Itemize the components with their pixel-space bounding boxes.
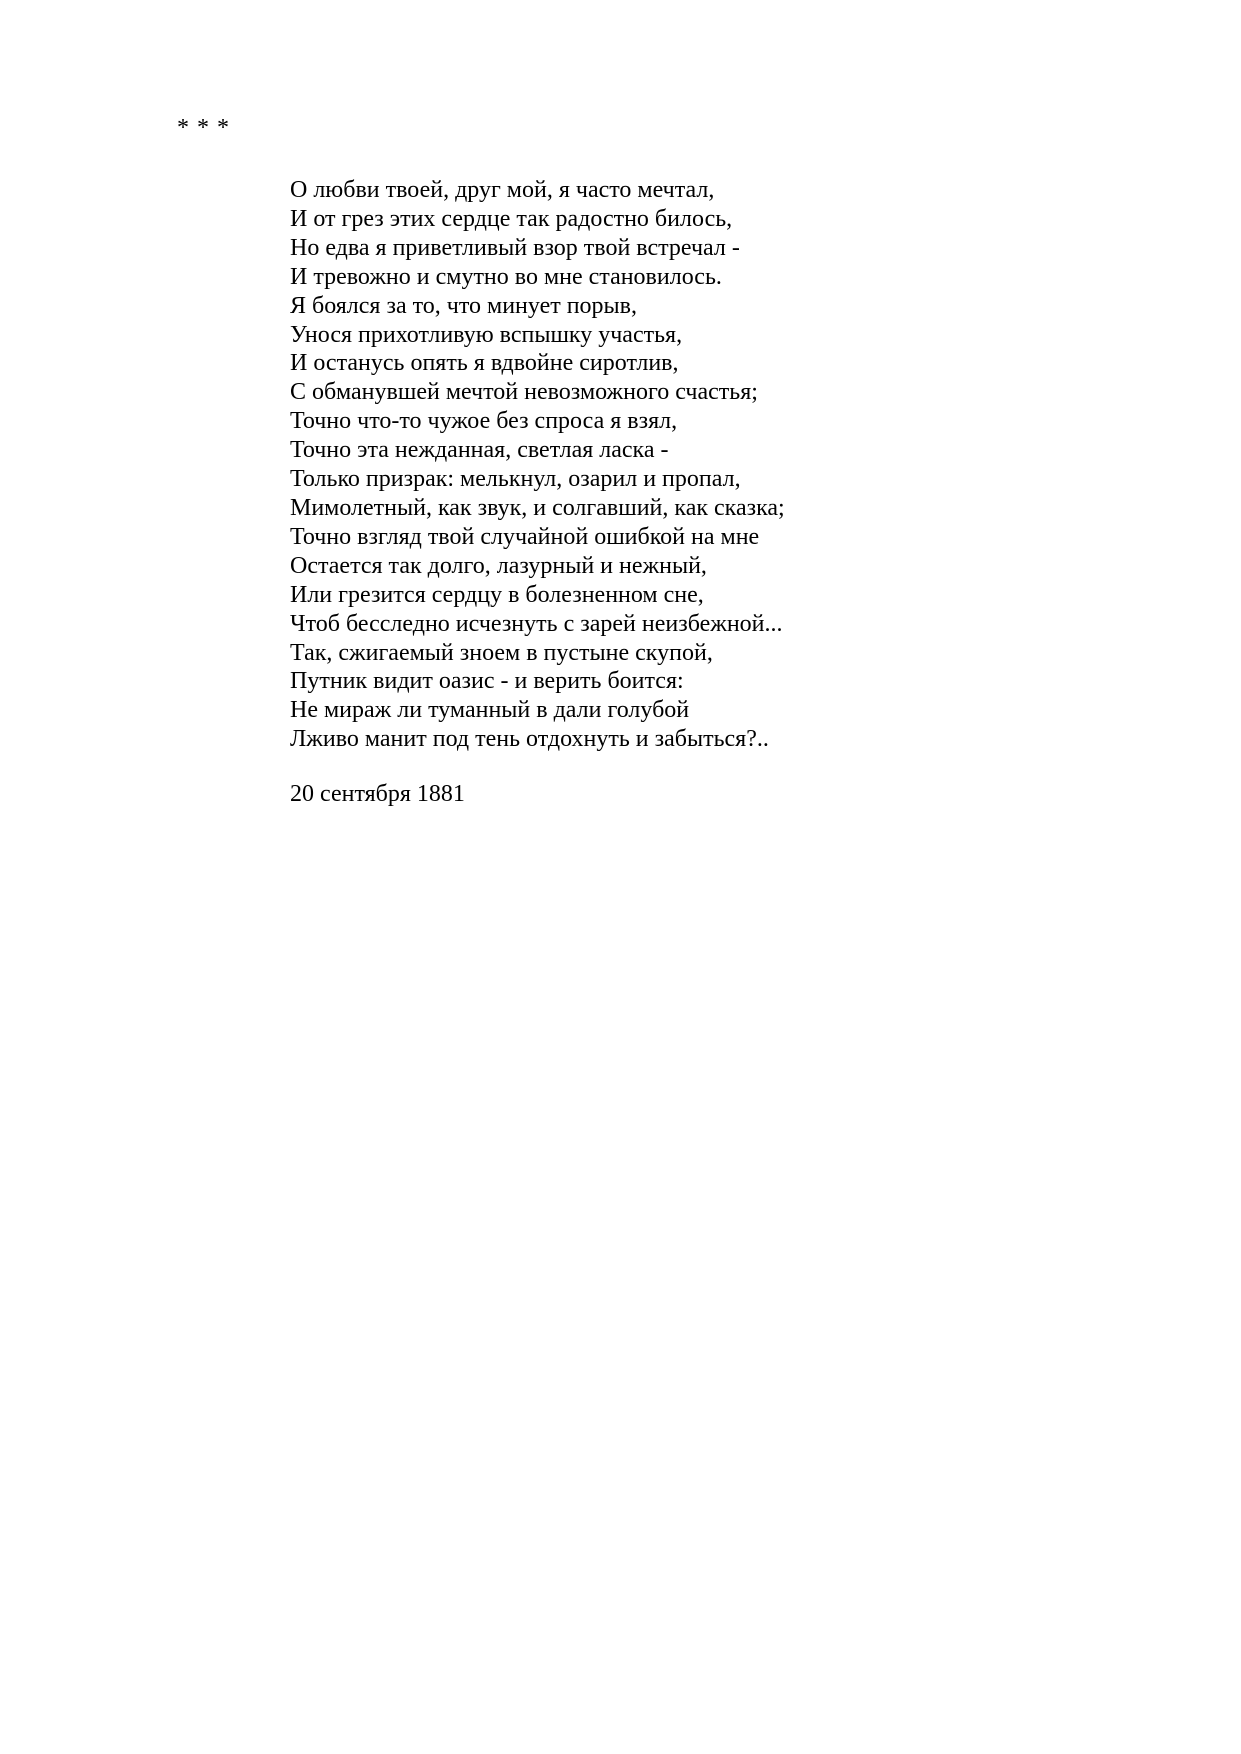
poem-line: Унося прихотливую вспышку участья, (290, 321, 683, 348)
poem-line: Не мираж ли туманный в дали голубой (290, 697, 690, 724)
poem-line: Чтоб бесследно исчезнуть с зарей неизбежной... (290, 610, 783, 637)
poem-line: Лживо манит под тень отдохнуть и забыться?.. (290, 726, 769, 753)
poem-line: Точно взгляд твой случайной ошибкой на мне (290, 523, 760, 550)
poem-line: Только призрак: мелькнул, озарил и пропал, (290, 466, 741, 493)
poem-body (290, 176, 785, 754)
poem-line: Путник видит оазис - и верить боится: (290, 668, 684, 695)
poem-line: И останусь опять я вдвойне сиротлив, (290, 350, 679, 377)
poem-line: Или грезится сердцу в болезненном сне, (290, 581, 704, 608)
poem-date: 20 сентября 1881 (290, 781, 465, 807)
poem-line: Точно что-то чужое без спроса я взял, (290, 408, 678, 435)
poem-line: Так, сжигаемый зноем в пустыне скупой, (290, 639, 713, 666)
poem-line: Но едва я приветливый взор твой встречал - (290, 234, 740, 261)
poem-line: Остается так долго, лазурный и нежный, (290, 552, 707, 579)
poem-line: И от грез этих сердце так радостно билось, (290, 205, 733, 232)
poem-line: О любви твоей, друг мой, я часто мечтал, (290, 177, 715, 203)
poem-line: Я боялся за то, что минует порыв, (290, 292, 638, 319)
poem-line: И тревожно и смутно во мне становилось. (290, 263, 722, 290)
section-separator: * * * (177, 115, 230, 141)
poem-line: Мимолетный, как звук, и солгавший, как сказка; (290, 494, 785, 521)
poem-line: Точно эта нежданная, светлая ласка - (290, 437, 669, 464)
poem-line: С обманувшей мечтой невозможного счастья; (290, 379, 758, 406)
